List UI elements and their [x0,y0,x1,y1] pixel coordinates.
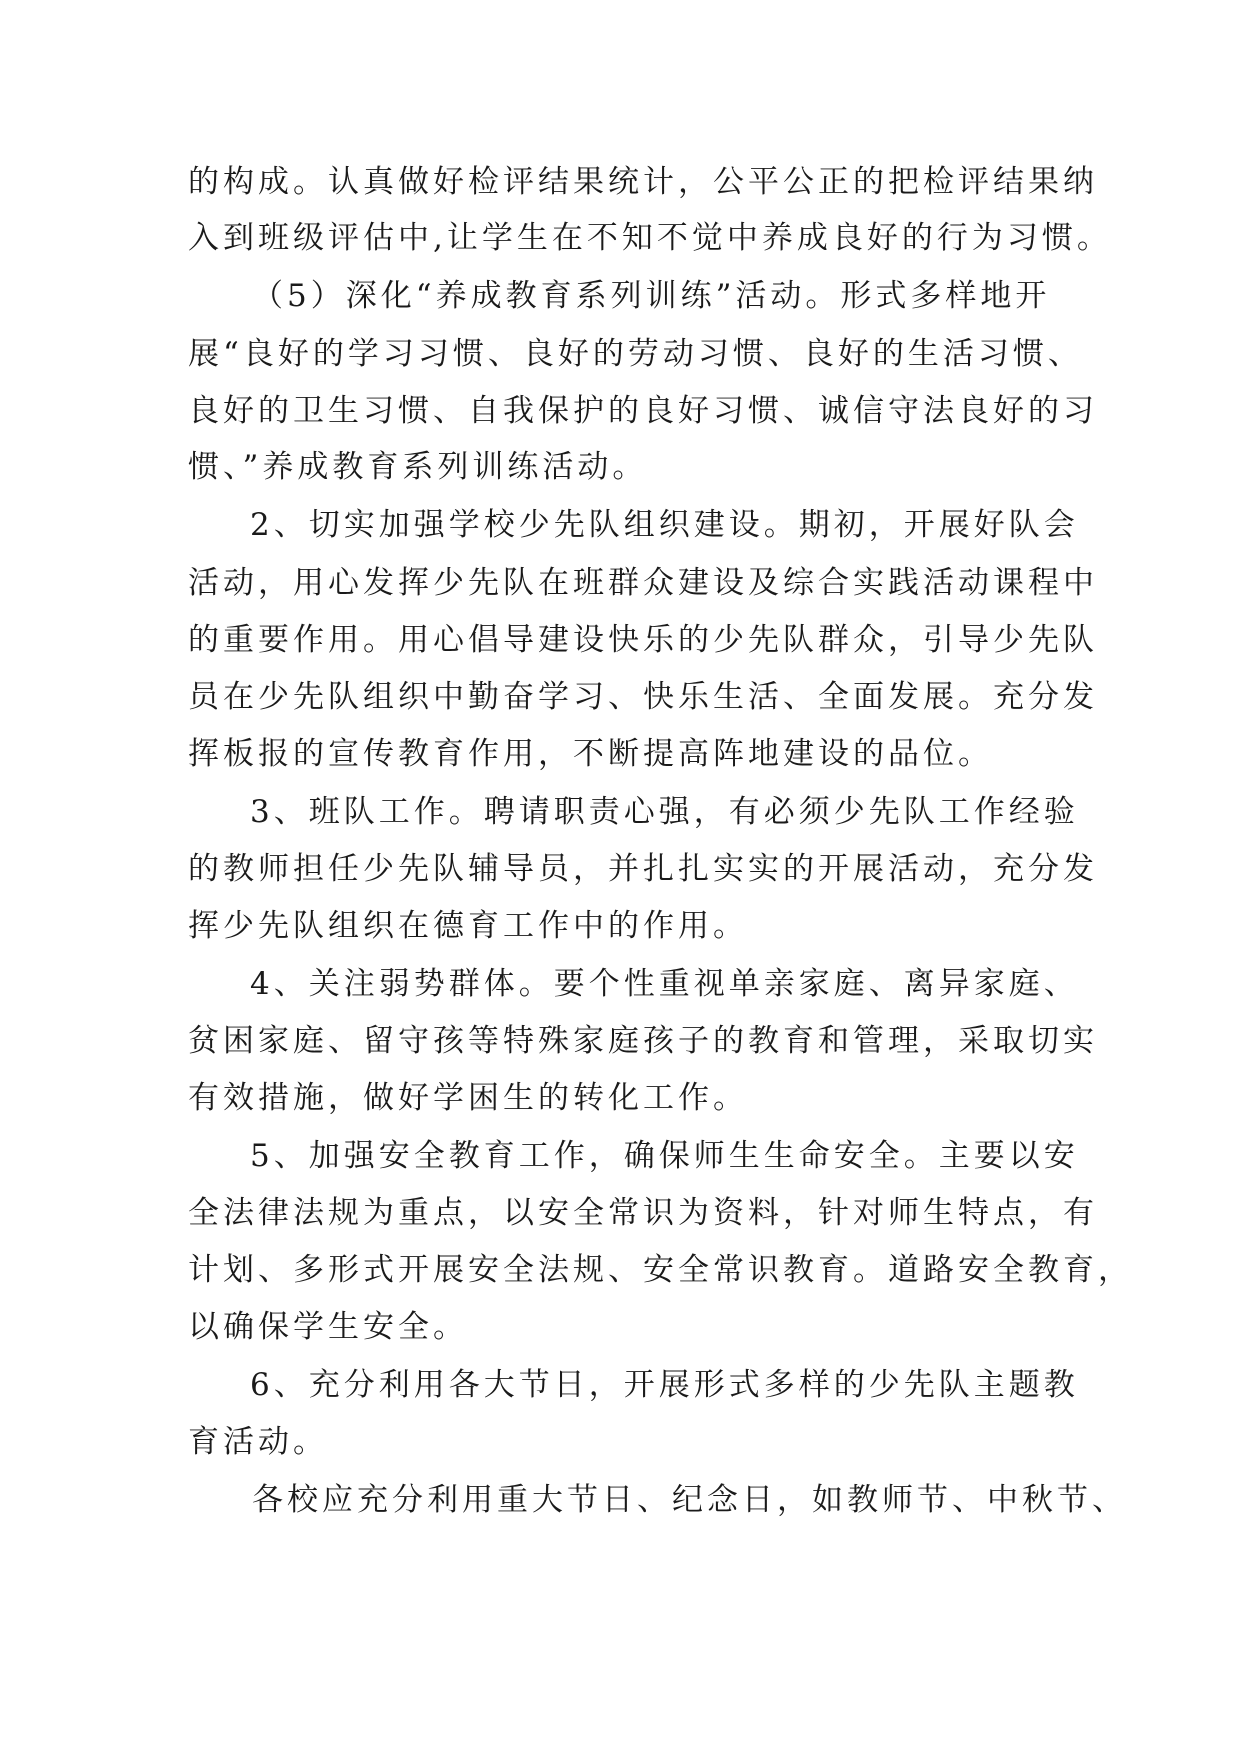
text-line: 的重要作用。用心倡导建设快乐的少先队群众，引导少先队 [188,622,1098,658]
text-line: 良好的卫生习惯、自我保护的良好习惯、诚信守法良好的习 [188,393,1098,429]
text-line: 入到班级评估中,让学生在不知不觉中养成良好的行为习惯。 [188,220,1112,256]
text-line: 计划、多形式开展安全法规、安全常识教育。道路安全教育， [188,1252,1133,1288]
text-line: 有效措施，做好学困生的转化工作。 [188,1080,748,1116]
text-line: 挥少先队组织在德育工作中的作用。 [188,908,748,944]
paragraph-start-line: 6、充分利用各大节日，开展形式多样的少先队主题教 [250,1367,1079,1403]
paragraph-start-line: 2、切实加强学校少先队组织建设。期初，开展好队会 [250,507,1079,543]
text-line: 育活动。 [188,1424,328,1460]
text-line: 以确保学生安全。 [188,1309,468,1345]
text-line: 活动，用心发挥少先队在班群众建设及综合实践活动课程中 [188,565,1098,601]
text-line: 挥板报的宣传教育作用，不断提高阵地建设的品位。 [188,736,993,772]
paragraph-start-line: （5）深化“养成教育系列训练”活动。形式多样地开 [252,278,1051,314]
paragraph-start-line: 3、班队工作。聘请职责心强，有必须少先队工作经验 [250,794,1079,830]
paragraph-start-line: 4、关注弱势群体。要个性重视单亲家庭、离异家庭、 [250,966,1079,1002]
paragraph-start-line: 各校应充分利用重大节日、纪念日，如教师节、中秋节、 [252,1482,1127,1518]
paragraph-start-line: 5、加强安全教育工作，确保师生生命安全。主要以安 [250,1138,1079,1174]
text-line: 展“良好的学习习惯、良好的劳动习惯、良好的生活习惯、 [188,336,1083,372]
text-line: 的教师担任少先队辅导员，并扎扎实实的开展活动，充分发 [188,851,1098,887]
text-line: 员在少先队组织中勤奋学习、快乐生活、全面发展。充分发 [188,679,1098,715]
text-line: 贫困家庭、留守孩等特殊家庭孩子的教育和管理，采取切实 [188,1023,1098,1059]
text-line: 全法律法规为重点，以安全常识为资料，针对师生特点，有 [188,1195,1098,1231]
text-line: 惯、”养成教育系列训练活动。 [188,449,648,485]
text-line: 的构成。认真做好检评结果统计，公平公正的把检评结果纳 [188,164,1098,200]
